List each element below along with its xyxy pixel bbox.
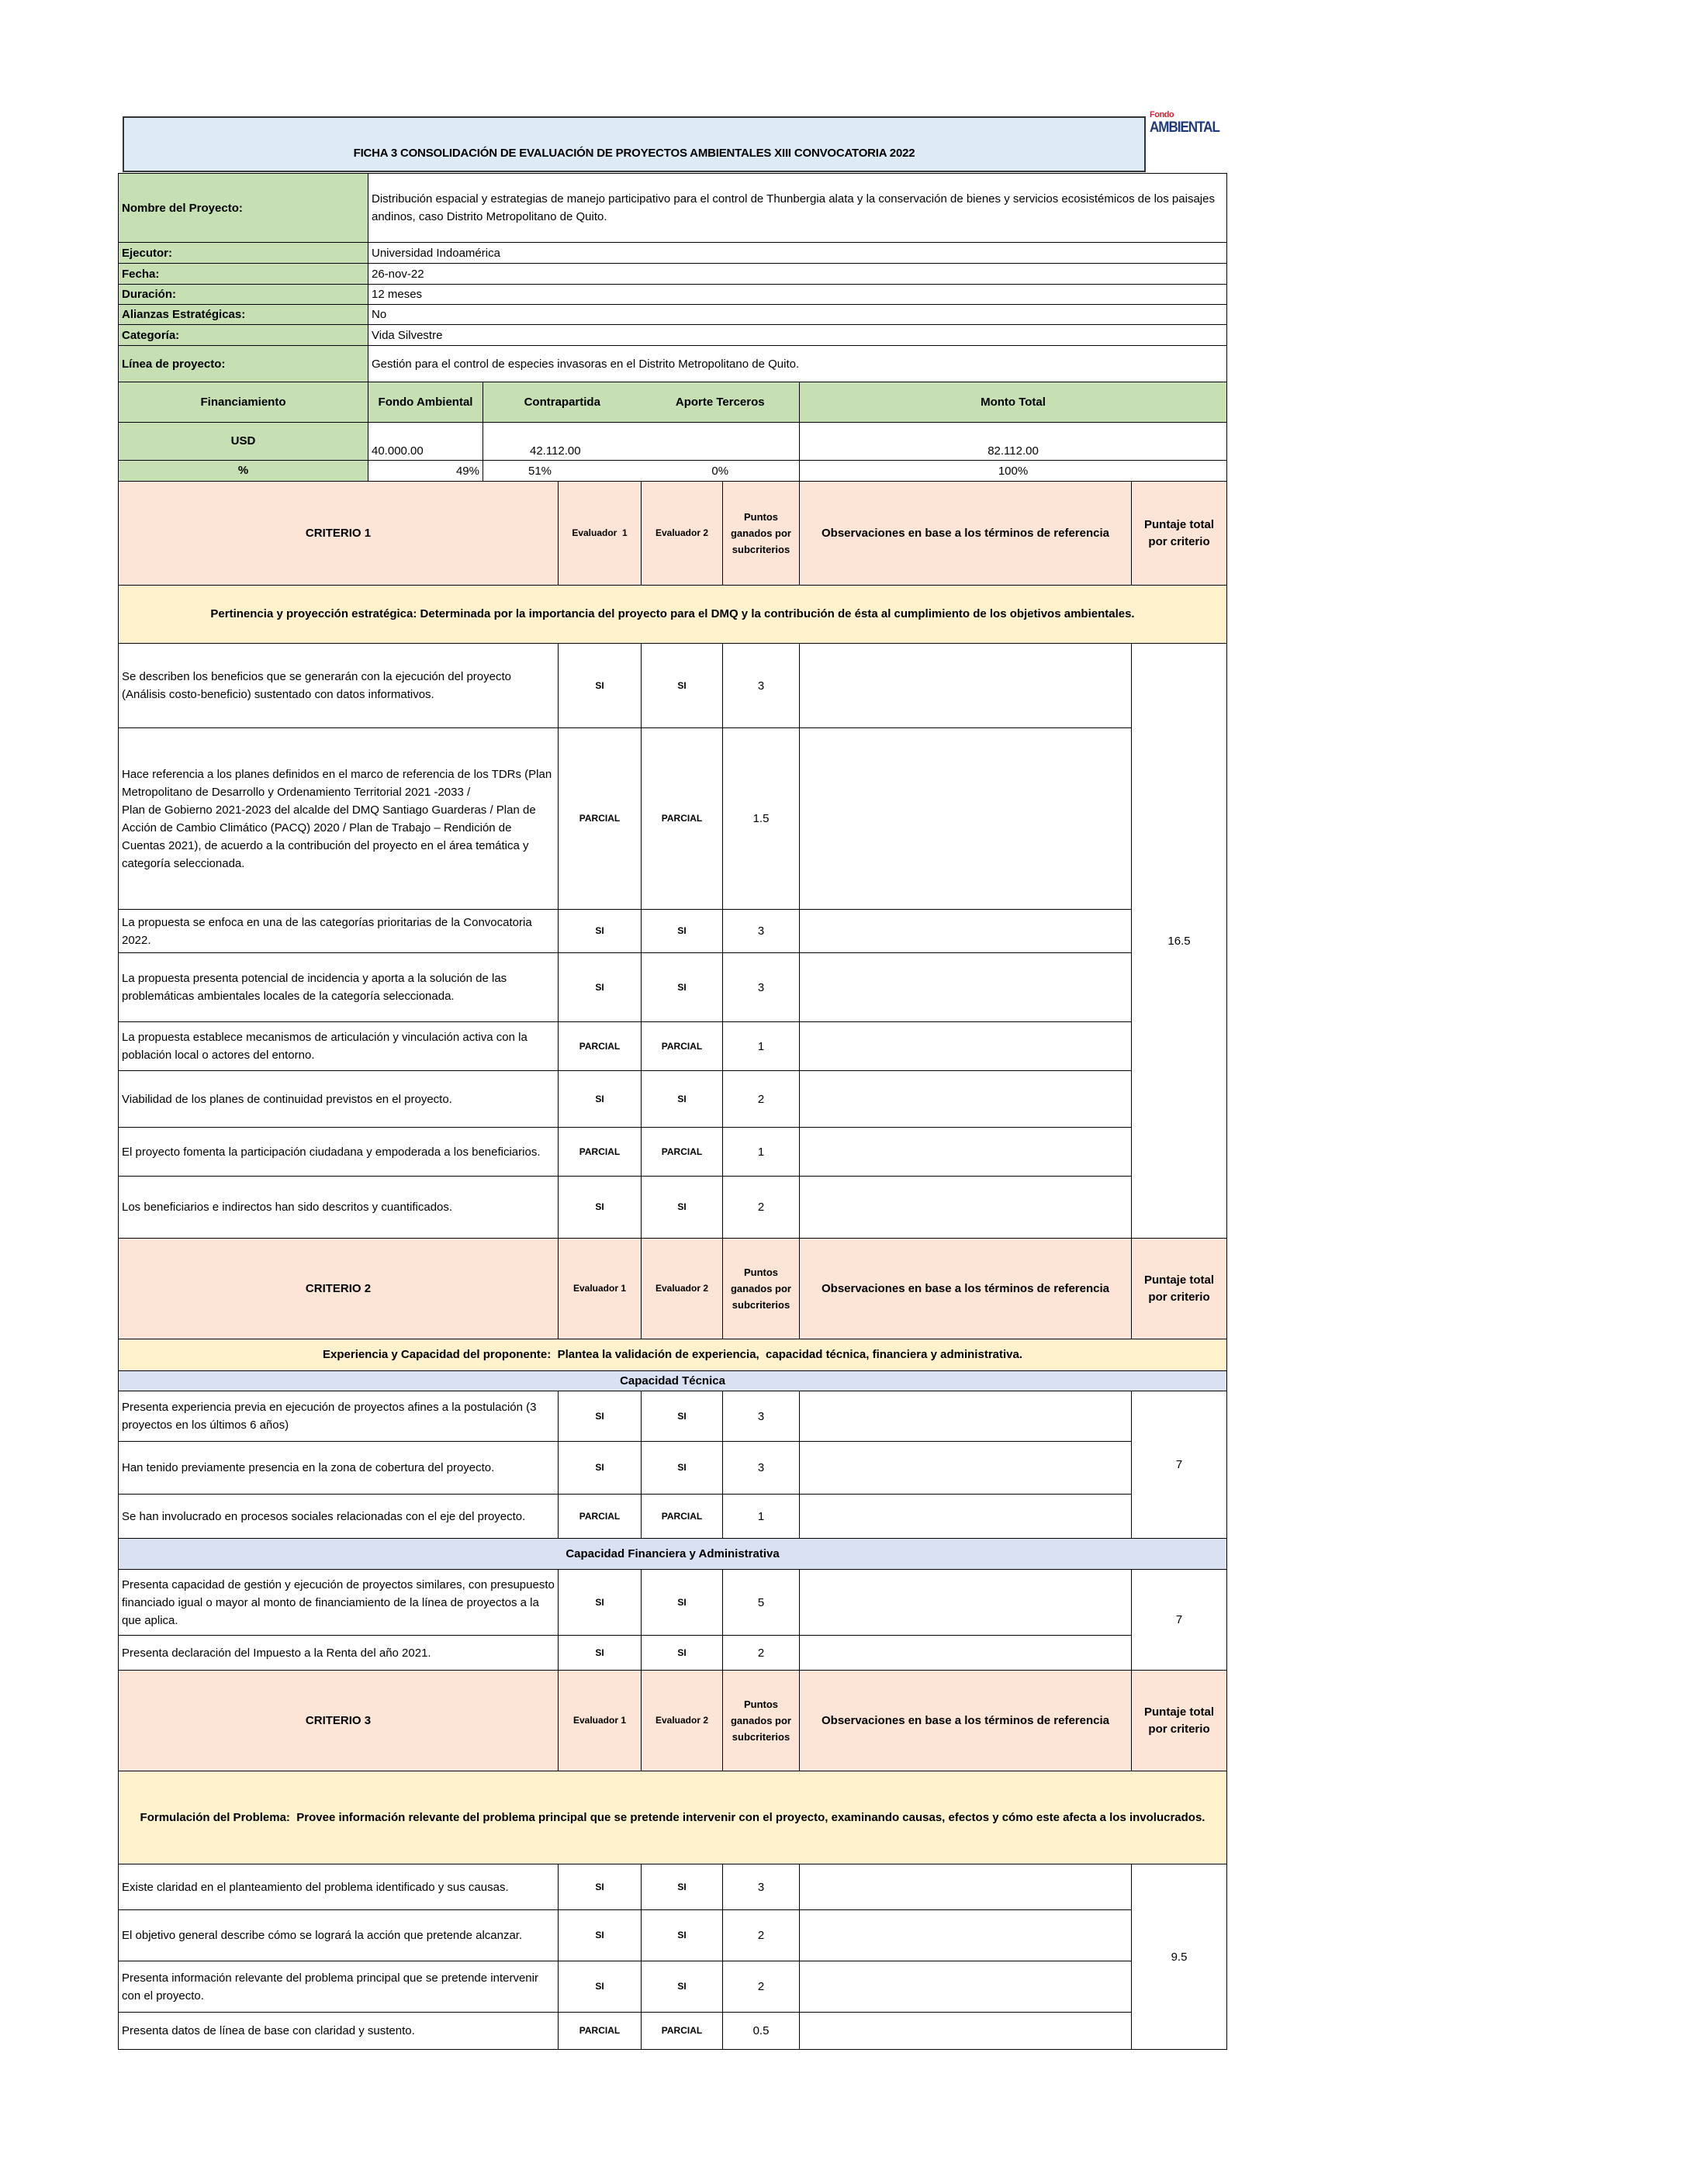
financing-aporte-header: Aporte Terceros [642,382,800,423]
evaluador-2-value: SI [642,1636,723,1671]
criterio-1-description [119,586,1227,644]
info-label: Ejecutor: [119,243,368,264]
col-evaluador-1: Evaluador 1 [559,1239,642,1339]
criterio-description: Experiencia y Capacidad del proponente: Plantea la validación de experiencia, capacidad técnica, financiera y administrativa. [119,1339,1227,1371]
info-label: Línea de proyecto: [119,346,368,382]
evaluador-2-value: SI [642,1177,723,1239]
evaluador-2-value: PARCIAL [642,1495,723,1539]
info-label: Duración: [119,285,368,305]
evaluador-2-value: SI [642,644,723,728]
subcriterio-text: Se describen los beneficios que se generarán con la ejecución del proyecto (Análisis costo-beneficio) sustentado con datos informativos. [119,644,559,728]
info-row-linea [119,346,1227,382]
observations-cell[interactable] [800,1391,1132,1442]
observations-cell[interactable] [800,1910,1132,1961]
evaluador-2-value: SI [642,1570,723,1636]
observations-cell[interactable] [800,1442,1132,1495]
subcriterio-text: El objetivo general describe cómo se logrará la acción que pretende alcanzar. [119,1910,559,1961]
evaluador-2-value: SI [642,953,723,1022]
observations-cell[interactable] [800,1570,1132,1636]
section-capacidad-financiera [119,1539,1227,1570]
evaluador-1-value: SI [559,1864,642,1910]
subcriterio-row [119,1128,1227,1177]
subcriterio-text: Presenta capacidad de gestión y ejecución de proyectos similares, con presupuesto financiado igual o mayor al monto de financiamiento de la línea de proyectos a la que aplica. [119,1570,559,1636]
info-row-alianzas [119,305,1227,325]
subcriterio-text: Presenta declaración del Impuesto a la Renta del año 2021. [119,1636,559,1671]
pct-fondo: 49% [368,461,483,482]
col-puntaje-total: Puntaje total por criterio [1132,482,1227,586]
evaluador-2-value: PARCIAL [642,728,723,910]
info-row-categoria [119,325,1227,346]
evaluador-1-value: SI [559,1391,642,1442]
subcriterio-row [119,1391,1227,1442]
section-capacidad-tecnica [119,1371,1227,1391]
points-value: 3 [723,953,800,1022]
evaluador-1-value: PARCIAL [559,2013,642,2050]
observations-cell[interactable] [800,1495,1132,1539]
points-value: 3 [723,1864,800,1910]
info-value: Gestión para el control de especies invasoras en el Distrito Metropolitano de Quito. [368,346,1227,382]
info-row-nombre [119,174,1227,243]
points-value: 0.5 [723,2013,800,2050]
pct-contrapartida: 51% [483,461,642,482]
observations-cell[interactable] [800,1961,1132,2013]
evaluador-2-value: SI [642,1071,723,1128]
evaluador-1-value: PARCIAL [559,728,642,910]
evaluador-2-value: SI [642,910,723,953]
pct-label: % [119,461,368,482]
financing-usd-row [119,423,1227,461]
col-observaciones: Observaciones en base a los términos de referencia [800,1671,1132,1771]
subcriterio-row [119,1177,1227,1239]
section-title: Capacidad Financiera y Administrativa [119,1539,1227,1570]
usd-label: USD [119,423,368,461]
points-value: 2 [723,1071,800,1128]
points-value: 3 [723,644,800,728]
info-row-duracion [119,285,1227,305]
observations-cell[interactable] [800,910,1132,953]
observations-cell[interactable] [800,728,1132,910]
evaluador-1-value: SI [559,1961,642,2013]
info-label: Categoría: [119,325,368,346]
subcriterio-row [119,1961,1227,2013]
evaluador-1-value: SI [559,644,642,728]
subcriterio-text: Existe claridad en el planteamiento del problema identificado y sus causas. [119,1864,559,1910]
evaluador-1-value: SI [559,1177,642,1239]
evaluador-2-value: SI [642,1442,723,1495]
evaluador-1-value: SI [559,1910,642,1961]
evaluador-2-value: PARCIAL [642,2013,723,2050]
evaluador-1-value: PARCIAL [559,1022,642,1071]
observations-cell[interactable] [800,644,1132,728]
col-evaluador-2: Evaluador 2 [642,482,723,586]
section-total: 7 [1132,1570,1227,1671]
points-value: 5 [723,1570,800,1636]
subcriterio-row [119,728,1227,910]
usd-total: 82.112.00 [800,423,1227,461]
info-value: Universidad Indoamérica [368,243,1227,264]
pct-total: 100% [800,461,1227,482]
col-puntos: Puntos ganados por subcriterios [723,1671,800,1771]
observations-cell[interactable] [800,1071,1132,1128]
financing-header-row [119,382,1227,423]
observations-cell[interactable] [800,1022,1132,1071]
financing-total-header: Monto Total [800,382,1227,423]
evaluador-2-value: SI [642,1961,723,2013]
criterio-1-header [119,482,1227,586]
form-title-box [123,116,1146,172]
logo-line-fondo: Fondo [1150,110,1174,119]
subcriterio-text: Viabilidad de los planes de continuidad previstos en el proyecto. [119,1071,559,1128]
evaluador-1-value: SI [559,953,642,1022]
subcriterio-row [119,953,1227,1022]
subcriterio-text: Se han involucrado en procesos sociales relacionadas con el eje del proyecto. [119,1495,559,1539]
points-value: 1 [723,1128,800,1177]
criterio-title: CRITERIO 2 [119,1239,559,1339]
points-value: 2 [723,1177,800,1239]
usd-fondo: 40.000.00 [368,423,483,461]
subcriterio-row [119,2013,1227,2050]
evaluador-2-value: SI [642,1391,723,1442]
col-evaluador-2: Evaluador 2 [642,1671,723,1771]
observations-cell[interactable] [800,2013,1132,2050]
subcriterio-text: La propuesta presenta potencial de incidencia y aporta a la solución de las problemáticas ambientales locales de la categoría seleccionada. [119,953,559,1022]
criterio-title: CRITERIO 3 [119,1671,559,1771]
observations-cell[interactable] [800,1128,1132,1177]
observations-cell[interactable] [800,1864,1132,1910]
subcriterio-row [119,1636,1227,1671]
points-value: 1.5 [723,728,800,910]
evaluador-1-value: SI [559,910,642,953]
observations-cell[interactable] [800,953,1132,1022]
evaluador-1-value: PARCIAL [559,1495,642,1539]
financing-contrapartida-header: Contrapartida [483,382,642,423]
info-value: 26-nov-22 [368,264,1227,285]
points-value: 3 [723,1391,800,1442]
financing-fondo-header: Fondo Ambiental [368,382,483,423]
subcriterio-text: La propuesta se enfoca en una de las categorías prioritarias de la Convocatoria 2022. [119,910,559,953]
fondo-ambiental-logo [1150,111,1227,142]
subcriterio-text: Presenta datos de línea de base con claridad y sustento. [119,2013,559,2050]
financing-pct-row [119,461,1227,482]
usd-contrapartida: 42.112.00 [483,423,642,461]
evaluador-2-value: PARCIAL [642,1022,723,1071]
form-title: FICHA 3 CONSOLIDACIÓN DE EVALUACIÓN DE PROYECTOS AMBIENTALES XIII CONVOCATORIA 2022 [353,146,915,160]
criterio-total: 16.5 [1132,644,1227,1239]
evaluador-1-value: SI [559,1442,642,1495]
points-value: 2 [723,1910,800,1961]
criterio-description: Pertinencia y proyección estratégica: Determinada por la importancia del proyecto para el DMQ y la contribución de ésta al cumplimiento de los objetivos ambientales. [119,586,1227,644]
points-value: 3 [723,910,800,953]
col-puntaje-total: Puntaje total por criterio [1132,1239,1227,1339]
criterio-2-header [119,1239,1227,1339]
info-value: 12 meses [368,285,1227,305]
subcriterio-row [119,1864,1227,1910]
section-total: 7 [1132,1391,1227,1539]
info-value: Vida Silvestre [368,325,1227,346]
subcriterio-row [119,1071,1227,1128]
criterio-title: CRITERIO 1 [119,482,559,586]
criterio-description: Formulación del Problema: Provee información relevante del problema principal que se pretende intervenir con el proyecto, examinando causas, efectos y cómo este afecta a los involucrados. [119,1771,1227,1864]
col-observaciones: Observaciones en base a los términos de referencia [800,482,1132,586]
observations-cell[interactable] [800,1177,1132,1239]
section-title: Capacidad Técnica [119,1371,1227,1391]
logo-line-ambiental: AMBIENTAL [1150,118,1219,136]
info-value: Distribución espacial y estrategias de manejo participativo para el control de Thunbergia alata y la conservación de bienes y servicios ecosistémicos de los paisajes andinos, caso Distrito Metropolitano de Quito. [368,174,1227,243]
subcriterio-text: La propuesta establece mecanismos de articulación y vinculación activa con la población local o actores del entorno. [119,1022,559,1071]
info-row-fecha [119,264,1227,285]
col-evaluador-1: Evaluador 1 [559,482,642,586]
evaluador-1-value: SI [559,1071,642,1128]
col-observaciones: Observaciones en base a los términos de referencia [800,1239,1132,1339]
points-value: 3 [723,1442,800,1495]
subcriterio-row [119,1022,1227,1071]
observations-cell[interactable] [800,1636,1132,1671]
info-value: No [368,305,1227,325]
evaluador-1-value: PARCIAL [559,1128,642,1177]
criterio-total: 9.5 [1132,1864,1227,2050]
subcriterio-row [119,1570,1227,1636]
financing-label: Financiamiento [119,382,368,423]
points-value: 2 [723,1636,800,1671]
subcriterio-text: Presenta experiencia previa en ejecución de proyectos afines a la postulación (3 proyectos en los últimos 6 años) [119,1391,559,1442]
criterio-3-description [119,1771,1227,1864]
evaluador-1-value: SI [559,1570,642,1636]
col-puntos: Puntos ganados por subcriterios [723,482,800,586]
evaluador-2-value: SI [642,1864,723,1910]
info-label: Fecha: [119,264,368,285]
col-evaluador-1: Evaluador 1 [559,1671,642,1771]
subcriterio-row [119,1442,1227,1495]
subcriterio-text: Hace referencia a los planes definidos en el marco de referencia de los TDRs (Plan Metropolitano de Desarrollo y Ordenamiento Territorial 2021 -2033 / Plan de Gobierno 2021-2023 del alcalde del DMQ Santiago Guarderas / Plan de Acción de Cambio Climático (PACQ) 2020 / Plan de Trabajo – Rendición de Cuentas 2021), de acuerdo a la contribución del proyecto en el área temática y categoría seleccionada. [119,728,559,910]
subcriterio-text: Han tenido previamente presencia en la zona de cobertura del proyecto. [119,1442,559,1495]
col-puntos: Puntos ganados por subcriterios [723,1239,800,1339]
subcriterio-row [119,1495,1227,1539]
subcriterio-text: El proyecto fomenta la participación ciudadana y empoderada a los beneficiarios. [119,1128,559,1177]
points-value: 2 [723,1961,800,2013]
subcriterio-text: Presenta información relevante del problema principal que se pretende intervenir con el proyecto. [119,1961,559,2013]
col-puntaje-total: Puntaje total por criterio [1132,1671,1227,1771]
pct-aporte: 0% [642,461,800,482]
subcriterio-text: Los beneficiarios e indirectos han sido descritos y cuantificados. [119,1177,559,1239]
evaluador-1-value: SI [559,1636,642,1671]
criterio-2-description [119,1339,1227,1371]
points-value: 1 [723,1022,800,1071]
info-row-ejecutor [119,243,1227,264]
info-label: Nombre del Proyecto: [119,174,368,243]
subcriterio-row [119,1910,1227,1961]
info-label: Alianzas Estratégicas: [119,305,368,325]
col-evaluador-2: Evaluador 2 [642,1239,723,1339]
evaluador-2-value: SI [642,1910,723,1961]
points-value: 1 [723,1495,800,1539]
subcriterio-row [119,644,1227,728]
criterio-3-header [119,1671,1227,1771]
usd-aporte [642,423,800,461]
subcriterio-row [119,910,1227,953]
evaluation-sheet [118,173,1227,2050]
evaluador-2-value: PARCIAL [642,1128,723,1177]
